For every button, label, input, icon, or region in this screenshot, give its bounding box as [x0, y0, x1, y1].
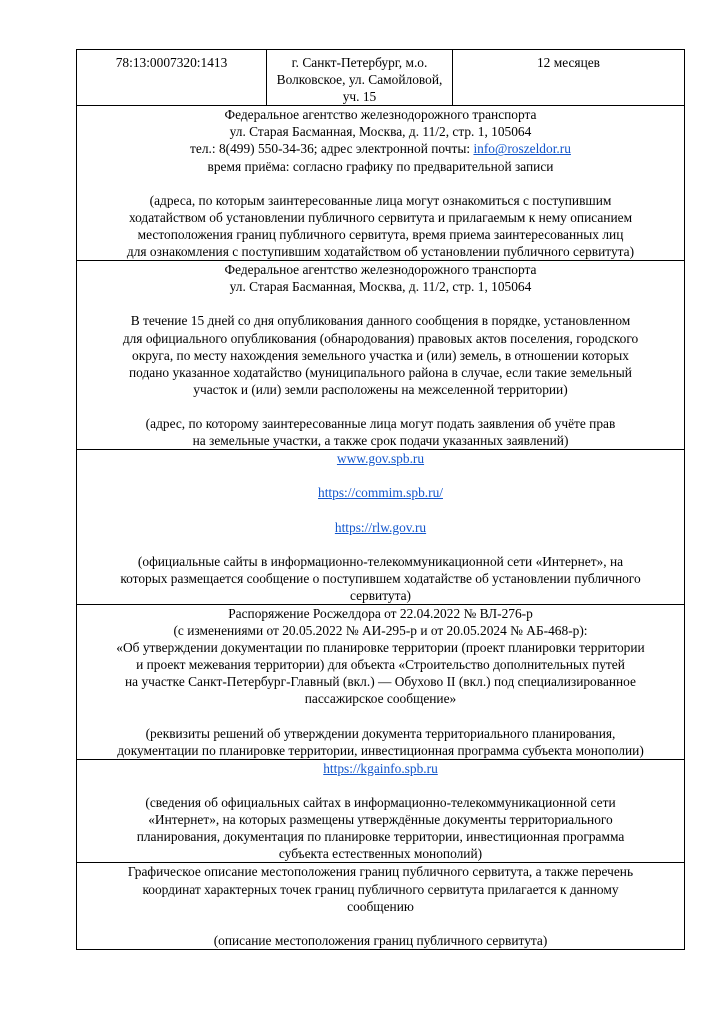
applications-agency-address: ул. Старая Басманная, Москва, д. 11/2, стр. 1, 105064 [229, 279, 532, 295]
applications-row [77, 261, 685, 450]
decision-row [77, 605, 685, 760]
graphic-cell [77, 863, 685, 949]
docsites-note-2: «Интернет», на которых размещены утверждённые документы территориального [148, 812, 613, 828]
docsites-note-4: субъекта естественных монополий) [278, 846, 483, 862]
parcel-address-cell [267, 50, 453, 106]
applications-text-2: для официального опубликования (обнародования) правовых актов поселения, городского [122, 330, 639, 346]
spacer [81, 467, 680, 484]
applications-note-2: на земельные участки, а также срок подачи указанных заявлений) [192, 433, 569, 449]
websites-cell [77, 450, 685, 605]
spacer [81, 708, 680, 725]
decision-text-6: пассажирское сообщение» [304, 691, 457, 707]
graphic-note: (описание местоположения границ публичного сервитута) [213, 932, 548, 948]
spacer [81, 915, 680, 932]
decision-text-3: «Об утверждении документации по планировке территории (проект планировки территории [116, 640, 645, 656]
website-line-3 [81, 519, 680, 536]
familiarize-note-1: (адреса, по которым заинтересованные лица могут ознакомиться с поступившим [149, 192, 612, 208]
spacer [81, 501, 680, 518]
applications-agency-name: Федеральное агентство железнодорожного транспорта [224, 262, 537, 278]
docsites-row [77, 759, 685, 863]
decision-text-1: Распоряжение Росжелдора от 22.04.2022 № ВЛ-276-р [228, 606, 533, 621]
applications-text-3: округа, по месту нахождения земельного участка и (или) земель, в отношении которых [132, 347, 629, 363]
cadastral-number: 78:13:0007320:1413 [115, 55, 228, 70]
decision-text-5: на участке Санкт-Петербург-Главный (вкл.) — Обухово II (вкл.) под специализированное [125, 674, 636, 690]
decision-note-2: документации по планировке территории, инвестиционная программа субъекта монополии) [117, 742, 644, 758]
decision-cell [77, 605, 685, 760]
decision-note-1: (реквизиты решений об утверждении документа территориального планирования, [145, 725, 616, 741]
websites-note-2: которых размещается сообщение о поступившем ходатайстве об установлении публичного [120, 570, 641, 586]
spacer [81, 536, 680, 553]
website-link-rlw[interactable]: https://rlw.gov.ru [334, 519, 427, 535]
applications-text-1: В течение 15 дней со дня опубликования данного сообщения в порядке, установленном [130, 313, 631, 329]
website-line-2 [81, 484, 680, 501]
familiarize-row [77, 106, 685, 261]
spacer [81, 175, 680, 192]
applications-note-1: (адрес, по которому заинтересованные лица могут подать заявления об учёте прав [145, 415, 616, 431]
applications-text-4: подано указанное ходатайство (муниципального района в случае, если такие земельный [129, 364, 632, 380]
website-link-gov-spb[interactable]: www.gov.spb.ru [336, 451, 425, 467]
spacer [81, 398, 680, 415]
address-line-1: г. Санкт-Петербург, м.о. [291, 55, 428, 70]
phone-text: тел.: 8(499) 550-34-36; адрес электронной почты: [190, 141, 474, 157]
graphic-text-2: координат характерных точек границ публичного сервитута прилагается к данному [142, 881, 619, 897]
contact-line [81, 140, 680, 157]
agency-name: Федеральное агентство железнодорожного транспорта [224, 107, 537, 123]
website-line-1 [81, 450, 680, 467]
websites-note-3: сервитута) [349, 587, 412, 603]
decision-text-2: (с изменениями от 20.05.2022 № АИ-295-р и от 20.05.2024 № АБ-468-р): [173, 623, 588, 639]
familiarize-cell [77, 106, 685, 261]
agency-address: ул. Старая Басманная, Москва, д. 11/2, стр. 1, 105064 [229, 124, 532, 140]
graphic-text-1: Графическое описание местоположения границ публичного сервитута, а также перечень [127, 864, 634, 880]
website-link-commim[interactable]: https://commim.spb.ru/ [318, 485, 443, 501]
graphic-text-3: сообщению [347, 898, 414, 914]
docsites-note-1: (сведения об официальных сайтах в информационно-телекоммуникационной сети [145, 795, 616, 811]
easement-notice-table [76, 49, 685, 950]
familiarize-note-3: местоположения границ публичного сервитута, время приема заинтересованных лиц [137, 226, 624, 242]
parcel-row [77, 50, 685, 106]
term-cell [453, 50, 685, 106]
spacer [81, 777, 680, 794]
address-line-3: уч. 15 [342, 89, 377, 105]
spacer [81, 295, 680, 312]
familiarize-note-2: ходатайством об установлении публичного сервитута и прилагаемым к нему описанием [128, 209, 633, 225]
applications-text-5: участок и (или) земли расположены на межселенной территории) [193, 381, 568, 397]
docsites-link-line [81, 760, 680, 777]
decision-text-4: и проект межевания территории) для объекта «Строительство дополнительных путей [136, 657, 625, 673]
familiarize-note-4: для ознакомления с поступившим ходатайством об установлении публичного сервитута) [126, 244, 635, 260]
applications-cell [77, 261, 685, 450]
easement-term: 12 месяцев [536, 55, 601, 70]
docsites-note-3: планирования, документация по планировке территории, инвестиционная программа [136, 829, 625, 845]
websites-note-1: (официальные сайты в информационно-телекоммуникационной сети «Интернет», на [137, 553, 624, 569]
docsites-cell [77, 759, 685, 863]
address-line-2: Волковское, ул. Самойловой, [276, 72, 443, 88]
websites-row [77, 450, 685, 605]
graphic-row [77, 863, 685, 949]
cadastral-number-cell [77, 50, 267, 106]
reception-time: время приёма: согласно графику по предварительной записи [207, 158, 554, 174]
email-link[interactable]: info@roszeldor.ru [473, 141, 571, 157]
website-link-kgainfo[interactable]: https://kgainfo.spb.ru [323, 760, 438, 776]
